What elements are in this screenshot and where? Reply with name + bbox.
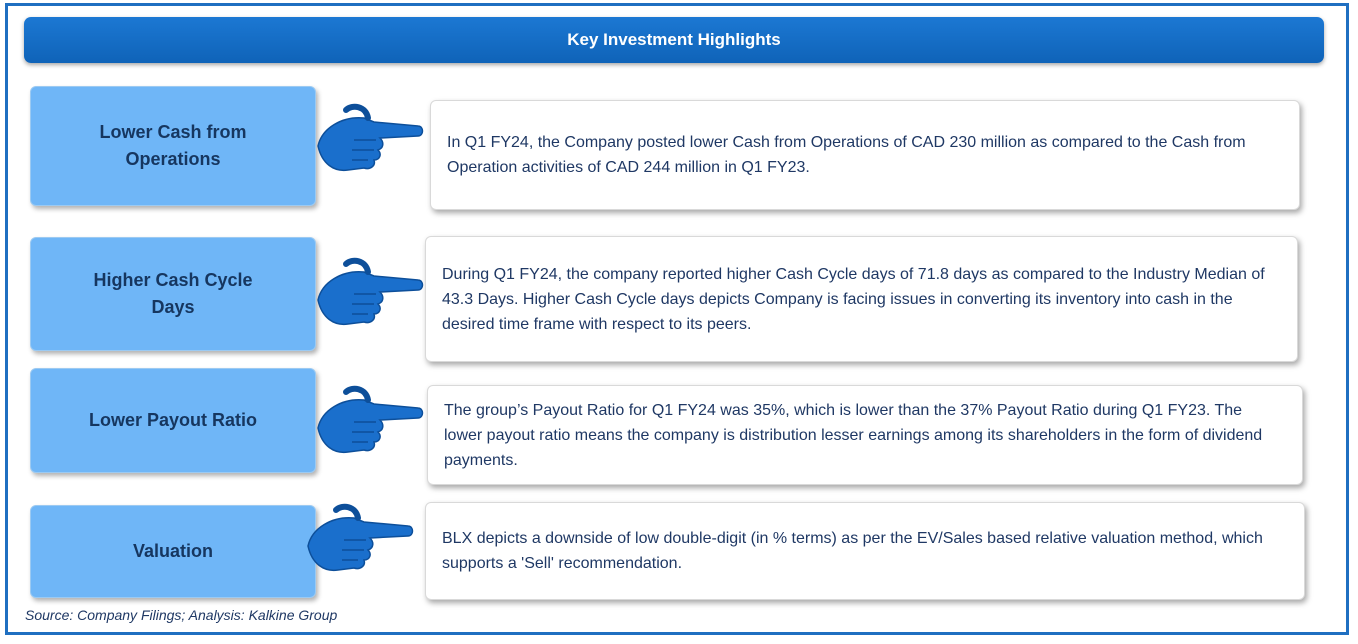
highlight-label-cash-operations — [30, 86, 316, 206]
pointing-hand-icon — [314, 252, 424, 332]
highlight-detail-text: During Q1 FY24, the company reported higher Cash Cycle days of 71.8 days as compared to the Industry Median of 43.3 Days. Higher Cash Cycle days depicts Company is facing issues in converting its inventory into cash in the desired time frame with respect to its peers. — [442, 265, 1265, 333]
highlight-detail-valuation — [425, 502, 1305, 600]
highlight-detail-cash-cycle — [425, 236, 1298, 362]
pointing-hand-icon — [304, 498, 414, 578]
highlight-label-valuation — [30, 505, 316, 598]
highlight-detail-payout-ratio — [427, 385, 1303, 485]
highlight-label-text: Lower Cash from Operations — [99, 122, 247, 169]
source-note: Source: Company Filings; Analysis: Kalkine Group — [25, 607, 338, 623]
highlight-label-text: Higher Cash Cycle Days — [93, 270, 253, 317]
highlight-label-cash-cycle — [30, 237, 316, 351]
highlight-detail-text: BLX depicts a downside of low double-digit (in % terms) as per the EV/Sales based relative valuation method, which supports a 'Sell' recommendation. — [442, 530, 1263, 572]
pointing-hand-icon — [314, 98, 424, 178]
highlight-detail-cash-operations — [430, 100, 1300, 210]
highlight-label-payout-ratio — [30, 368, 316, 473]
highlight-detail-text: The group’s Payout Ratio for Q1 FY24 was 35%, which is lower than the 37% Payout Ratio during Q1 FY23. The lower payout ratio means the company is distribution lesser earnings among its shareholders in the form of dividend payments. — [444, 401, 1263, 469]
page-title: Key Investment Highlights — [24, 17, 1324, 63]
pointing-hand-icon — [314, 380, 424, 460]
highlight-label-text: Valuation — [132, 541, 213, 561]
highlight-detail-text: In Q1 FY24, the Company posted lower Cash from Operations of CAD 230 million as compared to the Cash from Operation activities of CAD 244 million in Q1 FY23. — [447, 134, 1246, 176]
highlight-label-text: Lower Payout Ratio — [88, 410, 258, 430]
